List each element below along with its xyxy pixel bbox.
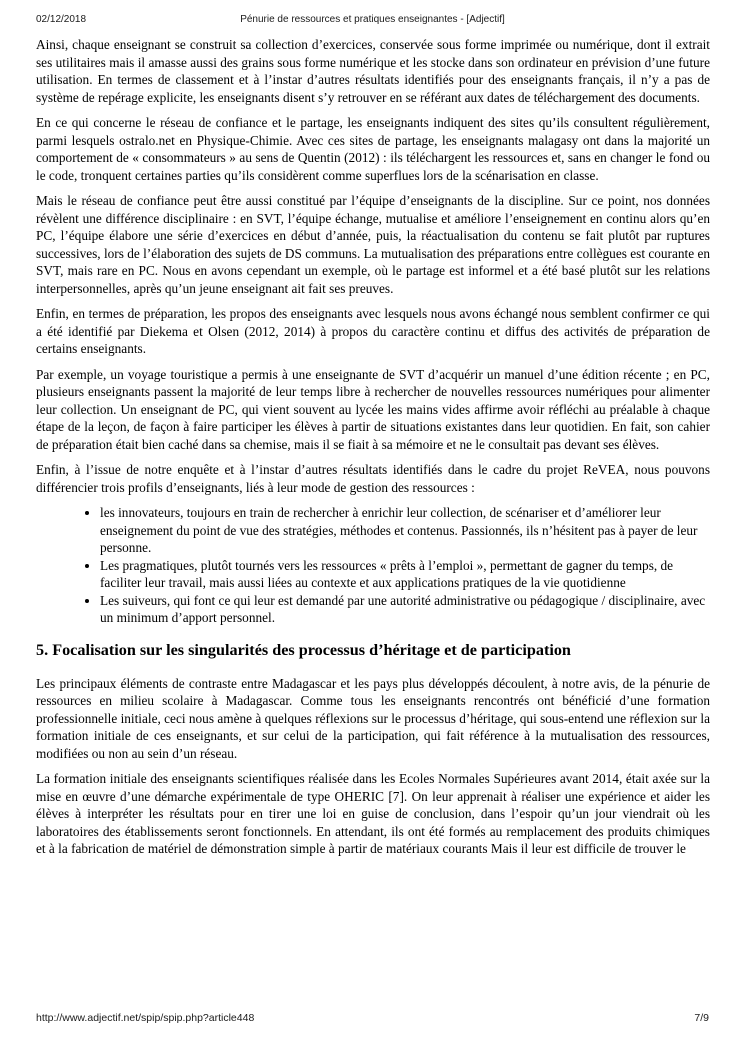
paragraph: Les principaux éléments de contraste entre Madagascar et les pays plus développés découlent, à notre avis, de la pénurie de ressources en milieu scolaire à Madagascar. Comme tous les enseignants rencontrés ont bénéficié d’une formation professionnelle initiale, ceci nous amène à quelques réflexions sur le processus d’héritage, qui sous-entend une réflexion sur la formation initiale de ces enseignants, et sur celui de la participation, qui fait référence à la mutualisation des ressources, modifiées ou non au sein d’un réseau. [36,675,710,761]
footer-url: http://www.adjectif.net/spip/spip.php?article448 [36,1012,255,1024]
list-item: • les innovateurs, toujours en train de rechercher à enrichir leur collection, de scénariser et d’améliorer leur enseignement du point de vue des stratégies, méthodes et contenus. Passionnés, ils n’hésitent pas à payer de leur personne. [100,504,710,557]
print-header [36,14,709,28]
paragraph: La formation initiale des enseignants scientifiques réalisée dans les Ecoles Normales Supérieures avant 2014, était axée sur la mise en œuvre d’une démarche expérimentale de type OHERIC [7]. On leur apprenait à réaliser une expérience et aider les élèves à interpréter les résultats pour en tirer une loi en guise de conclusion, dans l’espoir qu’un jour viendrait où les laboratoires des établissements seront fonctionnels. En attendant, ils ont été formés au remplacement des produits chimiques et à la fabrication de matériel de démonstration simple à partir de matériaux courants Mais il leur est difficile de trouver le [36,771,710,856]
section-heading: 5. Focalisation sur les singularités des processus d’héritage et de participation [36,640,571,659]
paragraph: Ainsi, chaque enseignant se construit sa collection d’exercices, conservée sous forme imprimée ou numérique, dont il extrait ses utilitaires mais il amasse aussi des grains sous forme numérique et les stocke dans son ordinateur en prévision d’une future utilisation. En termes de classement et à l’instar d’autres résultats identifiés pour des enseignants français, il n’y a pas de système de repérage explicite, les enseignants disent s’y retrouver en se référant aux dates de téléchargement des documents. [36,37,710,105]
list-item: • Les suiveurs, qui font ce qui leur est demandé par une autorité administrative ou pédagogique / disciplinaire, avec un minimum d’apport personnel. [100,592,710,627]
header-date: 02/12/2018 [36,14,87,25]
paragraph: Mais le réseau de confiance peut être aussi constitué par l’équipe d’enseignants de la discipline. Sur ce point, nos données révèlent une différence disciplinaire : en SVT, l’équipe échange, mutualise et améliore l’enseignement en continu alors qu’en PC, l’équipe élabore une série d’exercices en début d’année, puis, la réactualisation du contenu se fait plutôt par ruptures successives, lors de l’élaboration des sujets de DS communs. La mutualisation des préparations entre collègues est courante en SVT, mais rare en PC. Nous en avons cependant un exemple, où le partage est informel et a été basé plutôt sur les relations interpersonnelles, après qu’un jeune enseignant ait fait ses preuves. [36,193,710,296]
header-title: Pénurie de ressources et pratiques enseignantes - [Adjectif] [240,14,505,25]
paragraph: Par exemple, un voyage touristique a permis à une enseignante de SVT d’acquérir un manuel d’une édition récente ; en PC, plusieurs enseignants passent la majorité de leur temps libre à rechercher de nouvelles ressources numériques pour alimenter leur collection. Un enseignant de PC, qui vient souvent au lycée les mains vides affirme avoir réfléchi au préalable à chaque étape de la leçon, de façon à faire participer les élèves à partir de situations existantes dans leur quotidien. En fait, son cahier de préparation était bien caché dans sa chemise, mais il se fiait à sa mémoire et ne le consultait pas devant ses élèves. [36,366,710,452]
page-number: 7/9 [694,1012,709,1024]
print-footer [36,1012,709,1026]
profiles-list [36,504,710,627]
paragraph: En ce qui concerne le réseau de confiance et le partage, les enseignants indiquent des sites qu’ils consultent régulièrement, parmi lesquels ostralo.net en Physique-Chimie. Avec ces sites de partage, les enseignants malagasy ont dans la majorité un comportement de « consommateurs » au sens de Quentin (2012) : ils téléchargent les ressources et, sans en changer le fond ou le code, tronquent certaines parties qu’ils considèrent comme superflues lors de la scénarisation en classe. [36,115,710,183]
document-body [36,36,710,858]
list-item: • Les pragmatiques, plutôt tournés vers les ressources « prêts à l’emploi », permettant de gagner du temps, de faciliter leur travail, mais aussi liées au contexte et aux applications pratiques de la vie quotidienne [100,557,710,592]
paragraph: Enfin, en termes de préparation, les propos des enseignants avec lesquels nous avons échangé nous semblent confirmer ce qui a été identifié par Diekema et Olsen (2012, 2014) à propos du caractère continu et diffus des activités de préparation de certains enseignants. [36,306,710,356]
paragraph: Enfin, à l’issue de notre enquête et à l’instar d’autres résultats identifiés dans le cadre du projet ReVEA, nous pouvons différencier trois profils d’enseignants, liés à leur mode de gestion des ressources : [36,462,710,495]
